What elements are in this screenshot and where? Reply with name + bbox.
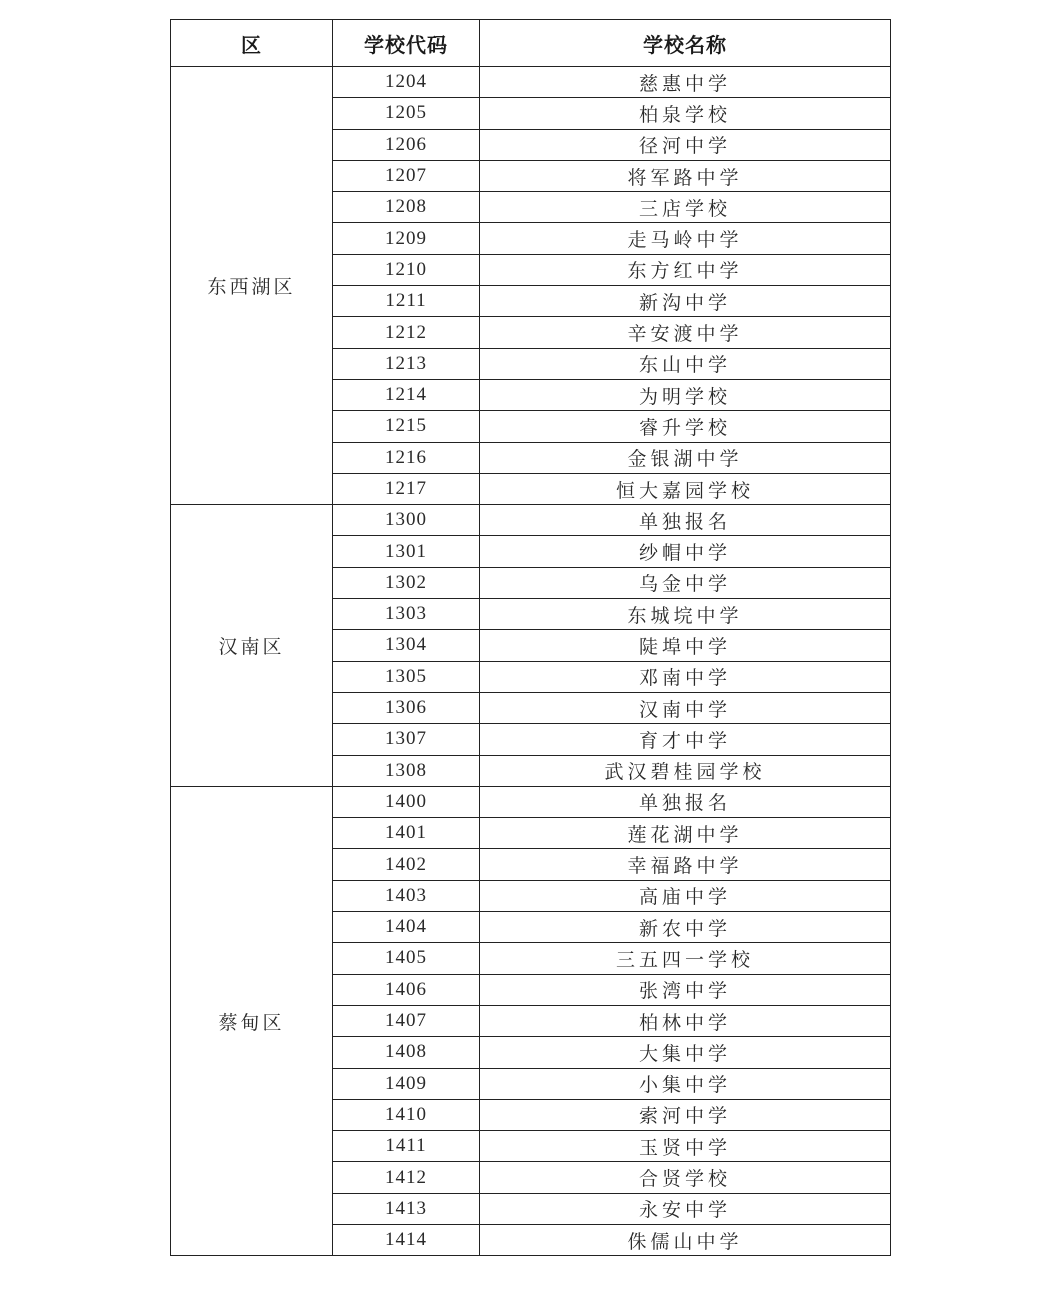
school-name-cell: 大集中学: [480, 1037, 891, 1068]
school-name-cell: 玉贤中学: [480, 1131, 891, 1162]
school-name-cell: 侏儒山中学: [480, 1224, 891, 1255]
school-code-cell: 1402: [333, 849, 480, 880]
school-name-cell: 恒大嘉园学校: [480, 473, 891, 504]
school-code-cell: 1401: [333, 818, 480, 849]
school-code-cell: 1302: [333, 567, 480, 598]
school-code-cell: 1403: [333, 880, 480, 911]
table-body: [171, 67, 891, 1256]
school-code-cell: 1208: [333, 192, 480, 223]
school-name-cell: 东山中学: [480, 348, 891, 379]
school-code-cell: 1301: [333, 536, 480, 567]
school-name-cell: 径河中学: [480, 129, 891, 160]
school-code-cell: 1411: [333, 1131, 480, 1162]
school-code-cell: 1307: [333, 724, 480, 755]
school-code-cell: 1210: [333, 254, 480, 285]
school-code-cell: 1206: [333, 129, 480, 160]
school-name-cell: 幸福路中学: [480, 849, 891, 880]
school-code-cell: 1405: [333, 943, 480, 974]
school-code-cell: 1213: [333, 348, 480, 379]
school-name-cell: 为明学校: [480, 379, 891, 410]
school-name-cell: 三店学校: [480, 192, 891, 223]
school-code-table: [170, 19, 891, 1256]
school-code-cell: 1205: [333, 98, 480, 129]
table-row: [171, 505, 891, 536]
district-cell: 东西湖区: [171, 67, 333, 505]
school-code-cell: 1217: [333, 473, 480, 504]
school-name-cell: 陡埠中学: [480, 630, 891, 661]
school-code-cell: 1303: [333, 599, 480, 630]
school-code-cell: 1304: [333, 630, 480, 661]
school-name-cell: 新沟中学: [480, 286, 891, 317]
school-name-cell: 走马岭中学: [480, 223, 891, 254]
school-code-cell: 1204: [333, 67, 480, 98]
school-code-cell: 1404: [333, 912, 480, 943]
school-name-cell: 永安中学: [480, 1193, 891, 1224]
school-name-cell: 柏泉学校: [480, 98, 891, 129]
school-name-cell: 东方红中学: [480, 254, 891, 285]
school-code-cell: 1407: [333, 1005, 480, 1036]
school-name-cell: 慈惠中学: [480, 67, 891, 98]
school-name-cell: 单独报名: [480, 505, 891, 536]
school-name-cell: 辛安渡中学: [480, 317, 891, 348]
school-code-cell: 1409: [333, 1068, 480, 1099]
school-code-cell: 1215: [333, 411, 480, 442]
school-code-cell: 1305: [333, 661, 480, 692]
school-code-cell: 1216: [333, 442, 480, 473]
school-name-cell: 小集中学: [480, 1068, 891, 1099]
table-header-row: [171, 20, 891, 67]
school-name-cell: 莲花湖中学: [480, 818, 891, 849]
school-name-cell: 邓南中学: [480, 661, 891, 692]
district-cell: 汉南区: [171, 505, 333, 787]
school-code-cell: 1308: [333, 755, 480, 786]
school-code-cell: 1209: [333, 223, 480, 254]
header-school-name: 学校名称: [480, 20, 891, 67]
district-cell: 蔡甸区: [171, 786, 333, 1255]
table-row: [171, 67, 891, 98]
school-code-cell: 1300: [333, 505, 480, 536]
school-name-cell: 育才中学: [480, 724, 891, 755]
school-code-cell: 1400: [333, 786, 480, 817]
school-name-cell: 武汉碧桂园学校: [480, 755, 891, 786]
header-district: 区: [171, 20, 333, 67]
school-name-cell: 东城垸中学: [480, 599, 891, 630]
school-name-cell: 汉南中学: [480, 692, 891, 723]
table-row: [171, 786, 891, 817]
school-code-cell: 1212: [333, 317, 480, 348]
school-code-cell: 1207: [333, 160, 480, 191]
school-code-cell: 1306: [333, 692, 480, 723]
school-code-cell: 1413: [333, 1193, 480, 1224]
school-code-cell: 1406: [333, 974, 480, 1005]
school-code-cell: 1211: [333, 286, 480, 317]
school-code-cell: 1408: [333, 1037, 480, 1068]
school-name-cell: 新农中学: [480, 912, 891, 943]
school-name-cell: 金银湖中学: [480, 442, 891, 473]
school-code-cell: 1410: [333, 1099, 480, 1130]
school-code-cell: 1414: [333, 1224, 480, 1255]
school-code-cell: 1412: [333, 1162, 480, 1193]
school-name-cell: 乌金中学: [480, 567, 891, 598]
school-name-cell: 索河中学: [480, 1099, 891, 1130]
header-school-code: 学校代码: [333, 20, 480, 67]
school-name-cell: 单独报名: [480, 786, 891, 817]
school-name-cell: 将军路中学: [480, 160, 891, 191]
school-name-cell: 三五四一学校: [480, 943, 891, 974]
school-name-cell: 睿升学校: [480, 411, 891, 442]
school-name-cell: 纱帽中学: [480, 536, 891, 567]
school-name-cell: 柏林中学: [480, 1005, 891, 1036]
school-name-cell: 合贤学校: [480, 1162, 891, 1193]
school-name-cell: 高庙中学: [480, 880, 891, 911]
school-code-cell: 1214: [333, 379, 480, 410]
school-name-cell: 张湾中学: [480, 974, 891, 1005]
